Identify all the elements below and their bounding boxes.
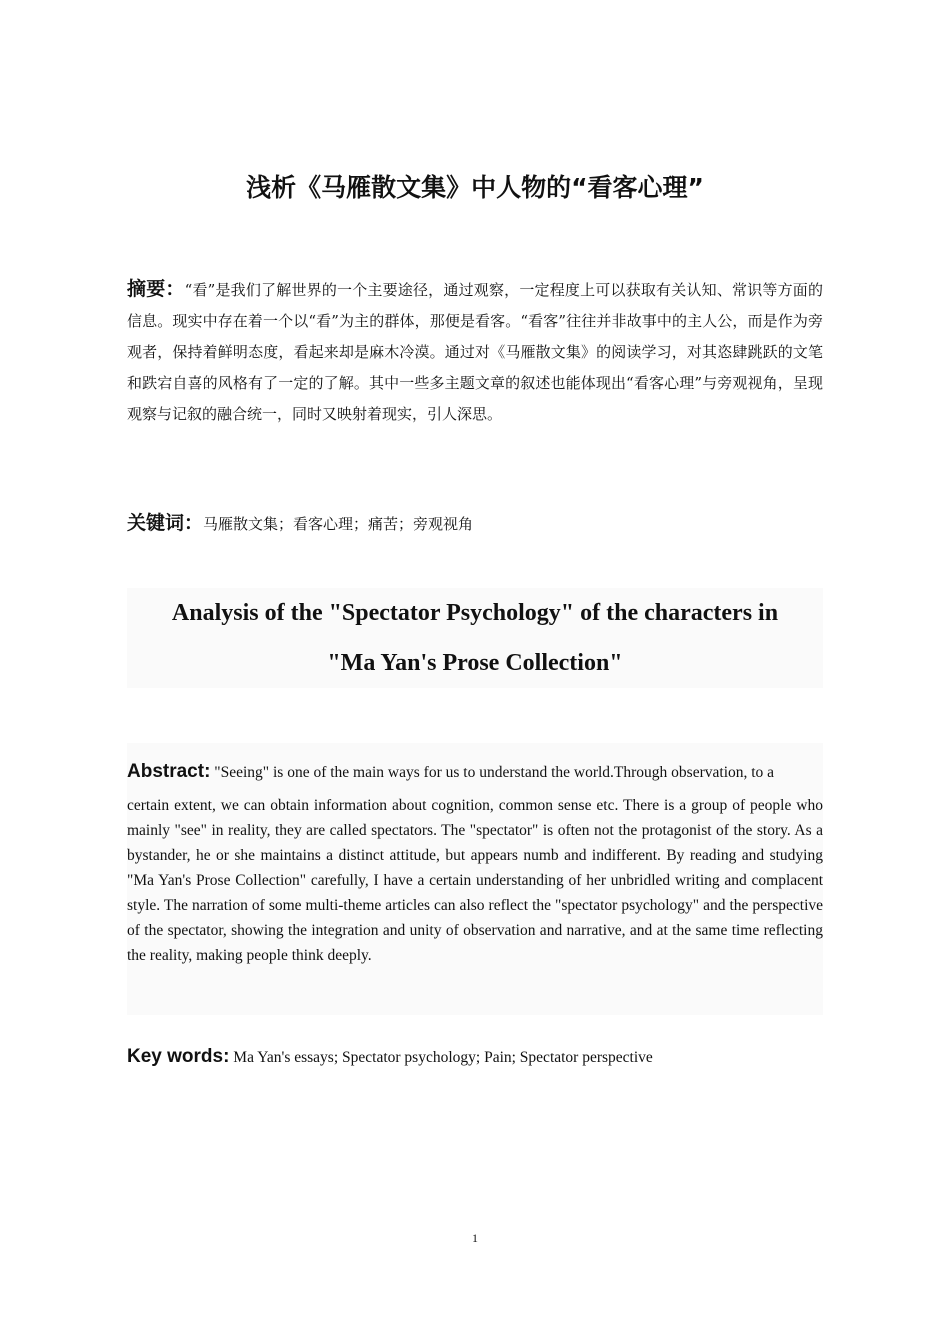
english-abstract-first-line	[127, 757, 823, 793]
english-keywords	[127, 1042, 823, 1073]
chinese-keywords-label: 关键词：	[127, 512, 204, 534]
english-title-line-2: "Ma Yan's Prose Collection"	[327, 650, 623, 676]
english-abstract-lead: "Seeing" is one of the main ways for us to understand the world.Through observation, to a	[210, 764, 775, 781]
chinese-abstract	[127, 274, 823, 430]
english-abstract	[127, 757, 823, 968]
english-abstract-text: certain extent, we can obtain information about cognition, common sense etc. There is a group of people who mainly "see" in reality, they are called spectators. The "spectator" is often not the protagonist of the story. As a bystander, he or she maintains a distinct attitude, but appears numb and indifferent. By reading and studying "Ma Yan's Prose Collection" carefully, I have a certain understanding of her unbridled writing and complacent style. The narration of some multi-theme articles can also reflect the "spectator psychology" and the perspective of the spectator, showing the integration and unity of observation and narrative, and at the same time reflecting the reality, making people think deeply.	[127, 797, 823, 964]
english-title-block	[127, 588, 823, 688]
english-keywords-label: Key words:	[127, 1046, 230, 1067]
chinese-abstract-text: “看”是我们了解世界的一个主要途径，通过观察，一定程度上可以获取有关认知、常识等方面的信息。现实中存在着一个以“看”为主的群体，那便是看客。“看客”往往并非故事中的主人公，而是作为旁观者，保持着鲜明态度，看起来却是麻木冷漠。通过对《马雁散文集》的阅读学习，对其恣肆跳跃的文笔和跌宕自喜的风格有了一定的了解。其中一些多主题文章的叙述也能体现出“看客心理”与旁观视角，呈现观察与记叙的融合统一，同时又映射着现实，引人深思。	[127, 281, 823, 423]
english-abstract-label: Abstract:	[127, 761, 211, 782]
chinese-title: 浅析《马雁散文集》中人物的“看客心理”	[246, 173, 704, 202]
english-keywords-text: Ma Yan's essays; Spectator psychology; Pain; Spectator perspective	[229, 1049, 653, 1066]
page-number: 1	[472, 1231, 478, 1245]
english-title-line-1: Analysis of the "Spectator Psychology" of the characters in	[171, 600, 779, 626]
chinese-keywords	[127, 508, 823, 540]
english-abstract-block	[127, 743, 823, 1015]
chinese-keywords-text: 马雁散文集；看客心理；痛苦；旁观视角	[203, 515, 474, 533]
english-title	[127, 588, 823, 688]
chinese-abstract-label: 摘要：	[127, 278, 185, 300]
